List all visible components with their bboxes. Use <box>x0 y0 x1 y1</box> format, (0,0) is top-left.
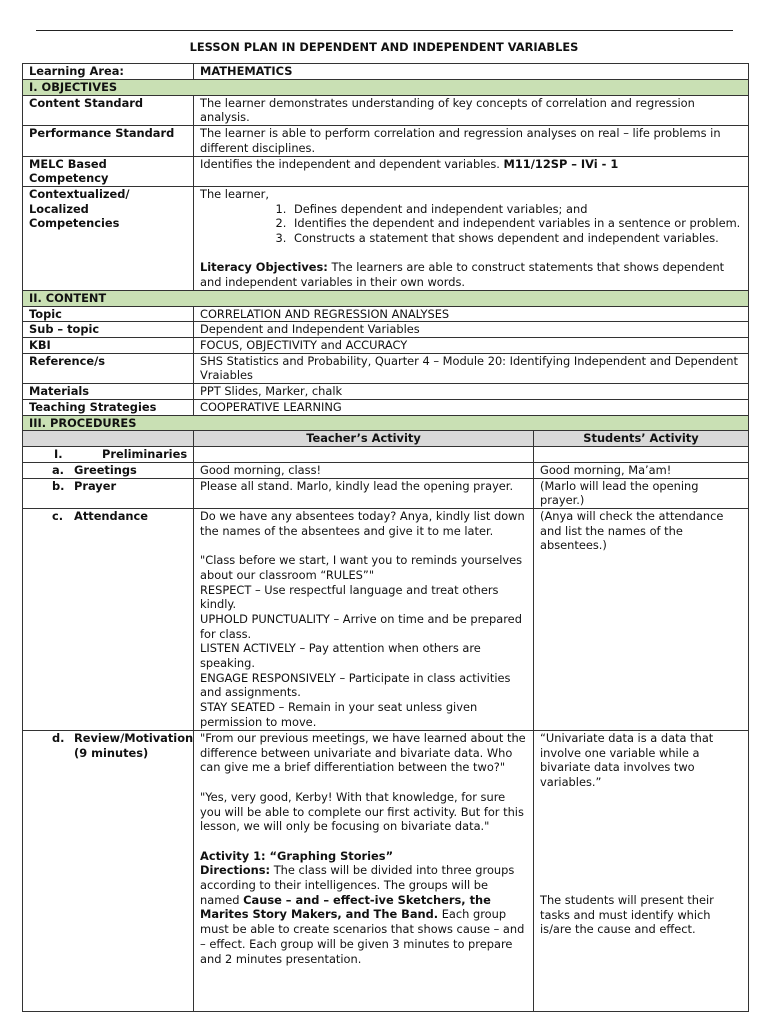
preliminaries-students <box>534 447 749 463</box>
classroom-rule: ENGAGE RESPONSIVELY – Participate in class activities and assignments. <box>200 670 511 700</box>
review-label-line1: Review/Motivation <box>74 731 194 746</box>
subtopic-label: Sub – topic <box>23 322 194 338</box>
competencies-cell <box>194 186 749 290</box>
literacy-objectives <box>200 260 742 289</box>
competencies-label-line1: Contextualized/ Localized <box>29 186 130 216</box>
preliminaries-label-cell <box>23 447 194 463</box>
directions-label: Directions: <box>200 863 271 878</box>
objectives-heading: I. OBJECTIVES <box>23 80 749 96</box>
review-label-cell <box>23 731 194 1012</box>
kbi-value: FOCUS, OBJECTIVITY and ACCURACY <box>194 338 749 354</box>
review-teacher-question: "From our previous meetings, we have learned about the difference between univariate and bivariate data. Who can give me a brief differentiation between the two?" <box>200 731 526 775</box>
attendance-label-cell <box>23 509 194 731</box>
objectives-section-row <box>23 80 749 96</box>
attendance-label: Attendance <box>74 509 148 524</box>
greetings-label-cell <box>23 462 194 478</box>
attendance-teacher-intro: Do we have any absentees today? Anya, kindly list down the names of the absentees and give it to me later. <box>200 509 525 538</box>
competency-item: 1. Defines dependent and independent variables; and <box>290 202 742 217</box>
activity-title: Activity 1: “Graphing Stories” <box>200 848 394 863</box>
materials-label: Materials <box>23 384 194 400</box>
melc-label: MELC Based Competency <box>23 156 194 186</box>
review-marker: d. <box>52 731 65 746</box>
performance-standard-label: Performance Standard <box>23 126 194 156</box>
attendance-teacher-rules-intro: "Class before we start, I want you to reminds yourselves about our classroom “RULES”" <box>200 553 523 582</box>
classroom-rule: UPHOLD PUNCTUALITY – Arrive on time and be prepared for class. <box>200 611 522 641</box>
prayer-label: Prayer <box>74 478 117 493</box>
review-teacher-followup: "Yes, very good, Kerby! With that knowledge, for sure you will be able to complete our first activity. But for this lesson, we will only be focusing on bivariate data." <box>200 789 524 834</box>
review-students-task: The students will present their tasks and must identify which is/are the cause and effect. <box>540 892 714 937</box>
procedures-section-row <box>23 415 749 431</box>
subtopic-row <box>23 322 749 338</box>
review-students-answer: “Univariate data is a data that involve one variable while a bivariate data involves two variables.” <box>540 731 714 790</box>
greetings-label: Greetings <box>74 462 137 477</box>
learning-area-value: MATHEMATICS <box>194 64 749 80</box>
melc-row <box>23 156 749 186</box>
preliminaries-marker: I. <box>54 447 63 462</box>
greetings-marker: a. <box>52 462 65 477</box>
attendance-marker: c. <box>52 509 64 524</box>
attendance-students: (Anya will check the attendance and list the names of the absentees.) <box>534 509 749 731</box>
content-standard-row <box>23 95 749 125</box>
prayer-label-cell <box>23 478 194 508</box>
review-teacher <box>194 731 534 1012</box>
directions-text: The class will be divided into three groups according to their intelligences. The groups will be named <box>200 863 515 907</box>
preliminaries-label: Preliminaries <box>102 447 188 462</box>
melc-cell <box>194 156 749 186</box>
prayer-marker: b. <box>52 478 65 493</box>
strategies-label: Teaching Strategies <box>23 399 194 415</box>
greetings-row <box>23 462 749 478</box>
materials-value: PPT Slides, Marker, chalk <box>194 384 749 400</box>
learning-area-row <box>23 64 749 80</box>
review-row <box>23 731 749 1012</box>
competency-item: 3. Constructs a statement that shows dependent and independent variables. <box>290 231 742 246</box>
greetings-students: Good morning, Ma’am! <box>534 462 749 478</box>
kbi-row <box>23 338 749 354</box>
competencies-label-line2: Competencies <box>29 216 120 231</box>
literacy-objectives-text: The learners are able to construct statements that shows dependent and independent variables in their own words. <box>200 260 725 290</box>
review-students <box>534 731 749 1012</box>
competencies-intro: The learner, <box>200 186 269 201</box>
preliminaries-row <box>23 447 749 463</box>
performance-standard-row <box>23 126 749 156</box>
classroom-rule: STAY SEATED – Remain in your seat unless given permission to move. <box>200 700 478 729</box>
attendance-teacher <box>194 509 534 731</box>
prayer-teacher: Please all stand. Marlo, kindly lead the opening prayer. <box>194 478 534 508</box>
preliminaries-teacher <box>194 447 534 463</box>
students-activity-header: Students’ Activity <box>534 431 749 447</box>
classroom-rule: LISTEN ACTIVELY – Pay attention when others are speaking. <box>200 641 481 671</box>
topic-row <box>23 306 749 322</box>
group-names: Cause – and – effect-ive Sketchers, the Marites Story Makers, and The Band. <box>200 892 491 922</box>
review-label-line2: (9 minutes) <box>74 745 149 760</box>
classroom-rule: RESPECT – Use respectful language and treat others kindly. <box>200 582 499 612</box>
competencies-label-cell <box>23 186 194 290</box>
reference-value: SHS Statistics and Probability, Quarter 4 – Module 20: Identifying Independent and Dependent Vraiables <box>194 353 749 383</box>
content-standard-label: Content Standard <box>23 95 194 125</box>
materials-row <box>23 384 749 400</box>
melc-value: Identifies the independent and dependent variables. <box>200 156 500 171</box>
attendance-row <box>23 509 749 731</box>
document-title: LESSON PLAN IN DEPENDENT AND INDEPENDENT VARIABLES <box>189 40 579 54</box>
literacy-objectives-label: Literacy Objectives: <box>200 260 328 275</box>
topic-label: Topic <box>23 306 194 322</box>
procedures-header-blank <box>23 431 194 447</box>
competency-item: 2. Identifies the dependent and independent variables in a sentence or problem. <box>290 216 742 231</box>
content-standard-value: The learner demonstrates understanding of key concepts of correlation and regression analysis. <box>194 95 749 125</box>
performance-standard-value: The learner is able to perform correlation and regression analyses on real – life problems in different disciplines. <box>194 126 749 156</box>
subtopic-value: Dependent and Independent Variables <box>194 322 749 338</box>
competencies-row <box>23 186 749 290</box>
kbi-label: KBI <box>23 338 194 354</box>
greetings-teacher: Good morning, class! <box>194 462 534 478</box>
procedures-heading: III. PROCEDURES <box>23 415 749 431</box>
teacher-activity-header: Teacher’s Activity <box>194 431 534 447</box>
lesson-plan-table <box>22 63 749 1012</box>
activity-directions <box>200 863 527 966</box>
melc-code: M11/12SP – IVi - 1 <box>503 156 619 171</box>
directions-rest: Each group must be able to create scenarios that shows cause – and – effect. Each group will be given 3 minutes to prepare and 2 minutes presentation. <box>200 907 525 966</box>
competencies-list <box>200 202 742 246</box>
prayer-row <box>23 478 749 508</box>
procedures-header-row <box>23 431 749 447</box>
reference-row <box>23 353 749 383</box>
prayer-students: (Marlo will lead the opening prayer.) <box>534 478 749 508</box>
content-heading: II. CONTENT <box>23 290 749 306</box>
content-section-row <box>23 290 749 306</box>
topic-value: CORRELATION AND REGRESSION ANALYSES <box>194 306 749 322</box>
strategies-row <box>23 399 749 415</box>
top-rule <box>36 30 733 31</box>
learning-area-label: Learning Area: <box>23 64 194 80</box>
strategies-value: COOPERATIVE LEARNING <box>194 399 749 415</box>
reference-label: Reference/s <box>23 353 194 383</box>
